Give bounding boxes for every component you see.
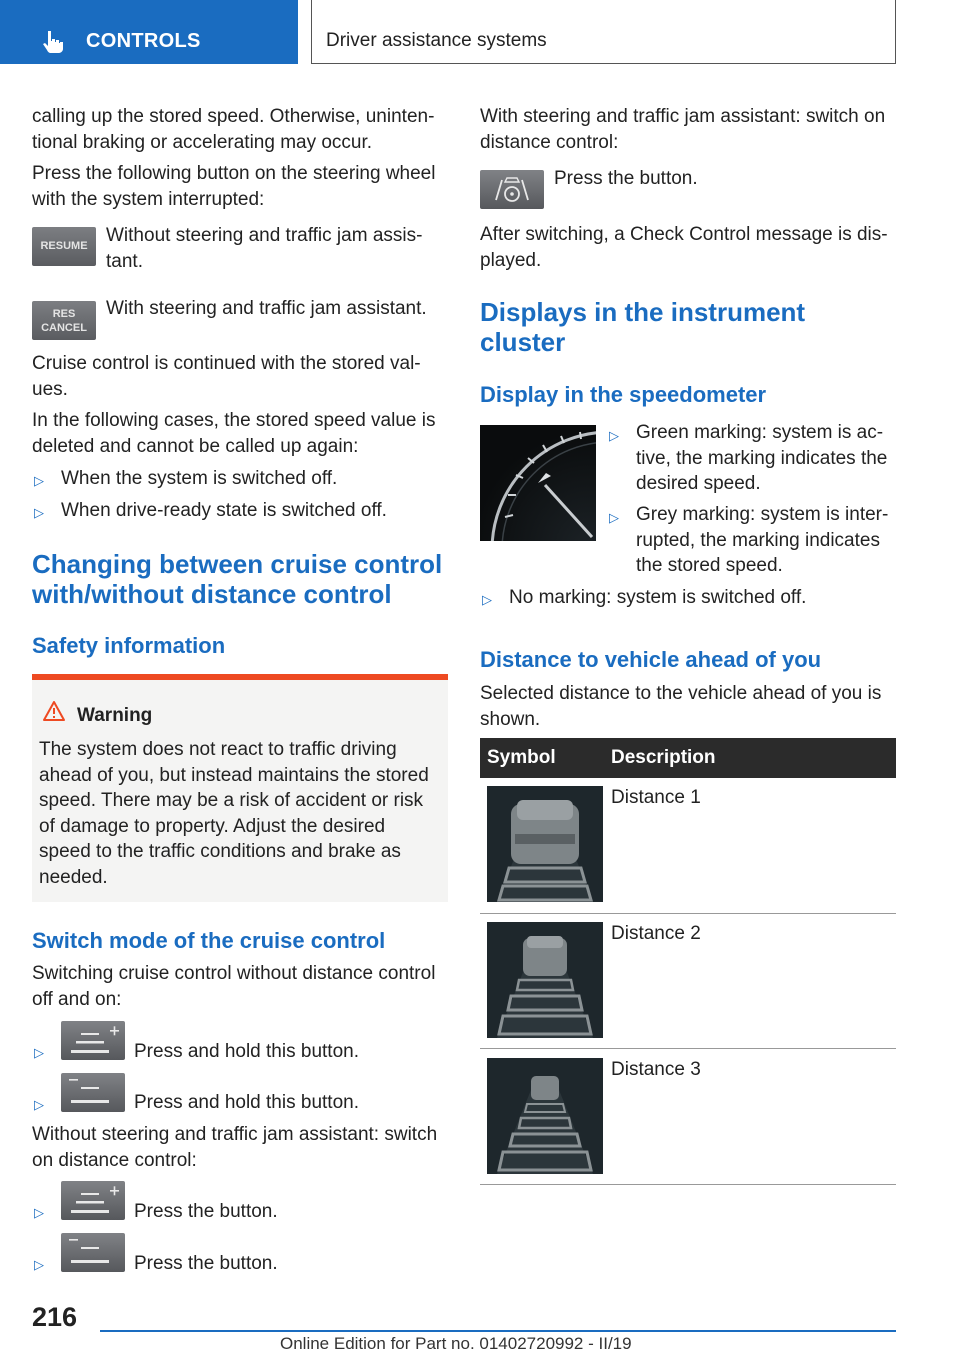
- text-line: In the following cases, the stored speed value is: [32, 410, 436, 431]
- warning-text: [39, 737, 429, 890]
- row-divider: [480, 1048, 896, 1049]
- warning-title: Warning: [77, 705, 153, 726]
- text-line: speed to the traffic conditions and brake as: [39, 841, 401, 862]
- speedometer-image: [480, 425, 596, 541]
- bullet-triangle-icon: ▷: [609, 428, 619, 443]
- bullet-triangle-icon: ▷: [34, 1205, 44, 1220]
- warning-triangle-icon: [42, 700, 66, 722]
- distance-2-image: [487, 922, 603, 1038]
- text-line: tant.: [106, 250, 143, 272]
- chapter-box: [311, 0, 896, 64]
- subsection-heading: Safety information: [32, 633, 226, 658]
- distance-3-image: [487, 1058, 603, 1174]
- distance-1-image: [487, 786, 603, 902]
- bullet-triangle-icon: ▷: [34, 505, 44, 520]
- bullet-triangle-icon: ▷: [482, 592, 492, 607]
- text-line: on distance control:: [32, 1149, 197, 1171]
- text-line: Without steering and traffic jam assis-: [106, 225, 423, 246]
- column-header-symbol: Symbol: [487, 747, 556, 768]
- text-line: With steering and traffic jam assistant: switch on: [480, 106, 886, 127]
- text-line: tional braking or accelerating may occur.: [32, 131, 373, 153]
- text-line: the stored speed.: [636, 555, 783, 576]
- text-line: shown.: [480, 708, 541, 730]
- text-line: speed. There may be a risk of accident or risk: [39, 790, 424, 811]
- section-title: CONTROLS: [86, 30, 201, 52]
- paragraph: [32, 104, 434, 155]
- bullet-triangle-icon: ▷: [34, 1097, 44, 1112]
- column-header-description: Description: [611, 747, 716, 768]
- section-tab: [0, 0, 298, 64]
- list-item: No marking: system is switched off.: [509, 587, 807, 608]
- text-line: calling up the stored speed. Otherwise, uninten-: [32, 106, 435, 127]
- paragraph: [32, 961, 435, 1012]
- table-cell-description: Distance 2: [611, 923, 701, 944]
- table-header: [480, 738, 896, 778]
- subsection-heading: Distance to vehicle ahead of you: [480, 647, 822, 672]
- list-item: [636, 420, 887, 497]
- button-caption: RESUME: [40, 240, 88, 252]
- text-line: rupted, the marking indicates: [636, 529, 880, 551]
- subsection-heading: Switch mode of the cruise control: [32, 928, 386, 953]
- text-line: tive, the marking indicates the: [636, 447, 888, 469]
- distance-plus-icon: [61, 1021, 125, 1060]
- table-cell-description: Distance 1: [611, 787, 701, 808]
- heading-line: with/without distance control: [32, 579, 392, 609]
- paragraph: [32, 408, 435, 459]
- text-line: distance control:: [480, 131, 619, 153]
- text-line: Switching cruise control without distance control: [32, 963, 436, 984]
- text-line: The system does not react to traffic driving: [39, 739, 397, 760]
- rescancel-description: With steering and traffic jam assistant.: [106, 298, 427, 319]
- table-cell-description: Distance 3: [611, 1059, 701, 1080]
- footer-edition: Online Edition for Part no. 01402720992 - II/19: [280, 1334, 632, 1353]
- warning-box: [32, 674, 448, 902]
- instruction: Press and hold this button.: [134, 1041, 359, 1062]
- subsection-heading: Display in the speedometer: [480, 382, 767, 407]
- list-item: When the system is switched off.: [61, 468, 338, 489]
- instruction: Press the button.: [134, 1253, 278, 1274]
- text-line: Green marking: system is ac-: [636, 422, 884, 443]
- bullet-triangle-icon: ▷: [609, 510, 619, 525]
- heading-line: cluster: [480, 327, 566, 357]
- page-number: 216: [32, 1302, 78, 1332]
- paragraph: [32, 161, 435, 212]
- paragraph: [32, 351, 421, 402]
- bullet-triangle-icon: ▷: [34, 1045, 44, 1060]
- hand-icon: [40, 28, 66, 54]
- resume-description: [106, 223, 422, 274]
- bullet-triangle-icon: ▷: [34, 1257, 44, 1272]
- button-caption: CANCEL: [41, 322, 87, 334]
- text-line: played.: [480, 249, 542, 271]
- text-line: with the system interrupted:: [32, 188, 265, 210]
- text-line: Selected distance to the vehicle ahead of you is: [480, 683, 882, 704]
- row-divider: [480, 1184, 896, 1185]
- text-line: After switching, a Check Control message is dis-: [480, 224, 888, 245]
- text-line: ues.: [32, 378, 68, 400]
- distance-minus-icon: [61, 1073, 125, 1112]
- distance-plus-icon: [61, 1181, 125, 1220]
- text-line: desired speed.: [636, 473, 761, 494]
- paragraph: [480, 681, 881, 732]
- text-line: Without steering and traffic jam assistant: switch: [32, 1124, 438, 1145]
- text-line: deleted and cannot be called up again:: [32, 435, 359, 457]
- text-line: Press the following button on the steering wheel: [32, 163, 436, 184]
- driver-assist-icon: [480, 170, 544, 209]
- bullet-triangle-icon: ▷: [34, 473, 44, 488]
- text-line: of damage to property. Adjust the desired: [39, 815, 386, 837]
- paragraph: [480, 222, 888, 273]
- resume-button-icon: [32, 227, 96, 266]
- text-line: ahead of you, but instead maintains the stored: [39, 764, 429, 786]
- res-cancel-button-icon: [32, 301, 96, 340]
- instruction: Press the button.: [554, 168, 698, 189]
- text-line: needed.: [39, 866, 108, 888]
- list-item: [636, 502, 888, 579]
- row-divider: [480, 913, 896, 914]
- text-line: off and on:: [32, 988, 122, 1010]
- section-heading: [480, 297, 805, 357]
- instruction: Press and hold this button.: [134, 1092, 359, 1113]
- text-line: Grey marking: system is inter-: [636, 504, 889, 525]
- text-line: Cruise control is continued with the stored val-: [32, 353, 421, 374]
- heading-line: Changing between cruise control: [32, 549, 443, 579]
- paragraph: [32, 1122, 437, 1173]
- distance-minus-icon: [61, 1233, 125, 1272]
- list-item: When drive-ready state is switched off.: [61, 500, 387, 521]
- heading-line: Displays in the instrument: [480, 297, 806, 327]
- chapter-title: Driver assistance systems: [326, 30, 547, 51]
- button-caption: RES: [52, 308, 76, 320]
- footer-rule: [100, 1330, 896, 1332]
- paragraph: [480, 104, 885, 155]
- instruction: Press the button.: [134, 1201, 278, 1222]
- section-heading: [32, 549, 442, 609]
